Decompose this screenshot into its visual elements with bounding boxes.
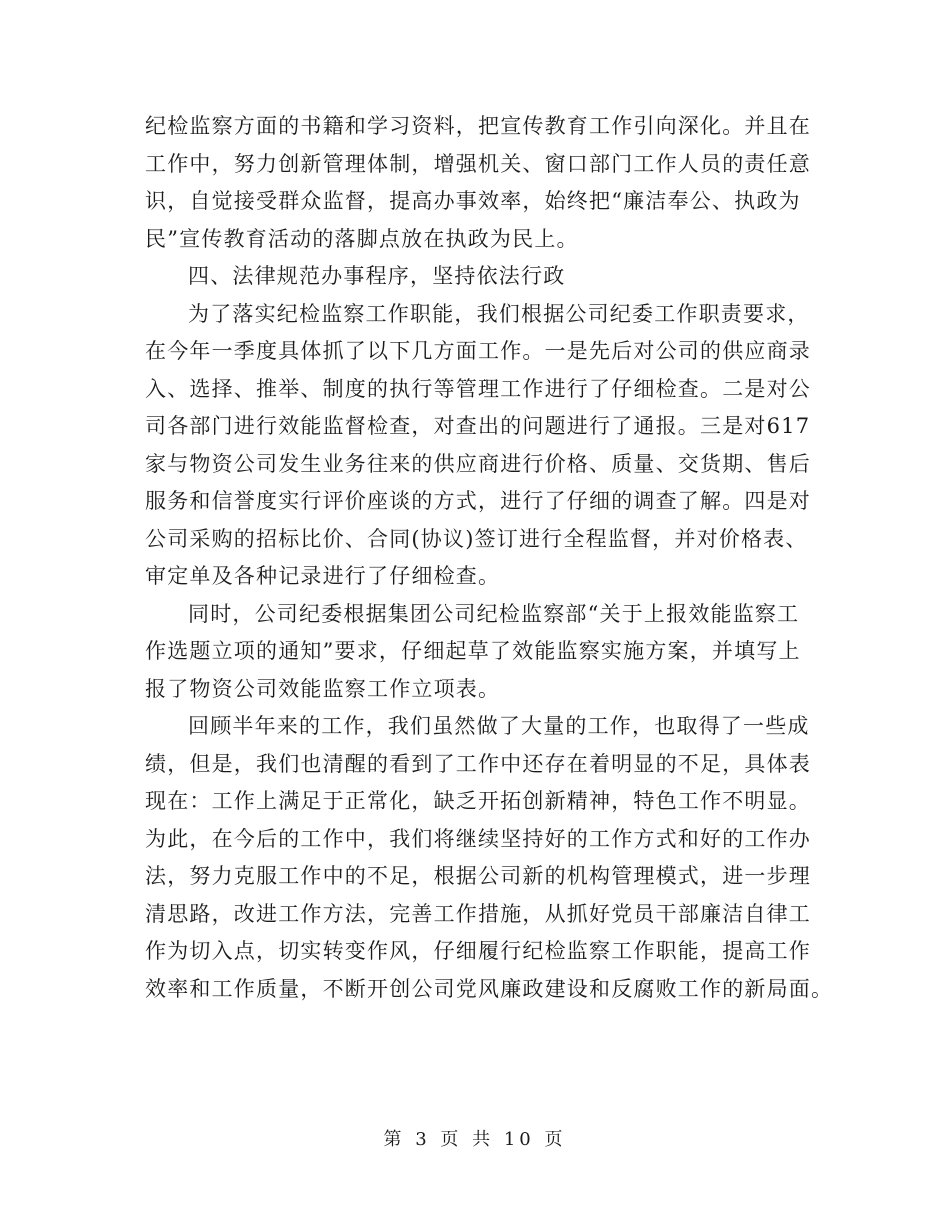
- text-line: 效率和工作质量，不断开创公司党风廉政建设和反腐败工作的新局面。: [145, 977, 834, 1001]
- text-line: 法，努力克服工作中的不足，根据公司新的机构管理模式，进一步理: [145, 864, 811, 888]
- text-line: 回顾半年来的工作，我们虽然做了大量的工作，也取得了一些成: [188, 714, 810, 738]
- text-line: 服务和信誉度实行评价座谈的方式，进行了仔细的调查了解。四是对: [145, 489, 811, 513]
- text-line: 作选题立项的通知”要求，仔细起草了效能监察实施方案，并填写上: [145, 639, 801, 663]
- page-number-footer: 第 3 页 共 10 页: [383, 1129, 567, 1150]
- text-line: 现在：工作上满足于正常化，缺乏开拓创新精神，特色工作不明显。: [145, 789, 811, 813]
- text-line: 工作中，努力创新管理体制，增强机关、窗口部门工作人员的责任意: [145, 152, 811, 176]
- section-heading: 四、法律规范办事程序，坚持依法行政: [188, 264, 566, 288]
- text-line: 入、选择、推举、制度的执行等管理工作进行了仔细检查。二是对公: [145, 377, 811, 401]
- text-line: 公司采购的招标比价、合同(协议)签订进行全程监督，并对价格表、: [145, 527, 808, 551]
- text-line: 家与物资公司发生业务往来的供应商进行价格、质量、交货期、售后: [145, 452, 811, 476]
- text-line: 司各部门进行效能监督检查，对查出的问题进行了通报。三是对617: [145, 414, 811, 438]
- text-line: 审定单及各种记录进行了仔细检查。: [145, 564, 501, 588]
- text-line: 纪检监察方面的书籍和学习资料，把宣传教育工作引向深化。并且在: [145, 114, 811, 138]
- text-line: 为了落实纪检监察工作职能，我们根据公司纪委工作职责要求，: [188, 302, 810, 326]
- text-line: 同时，公司纪委根据集团公司纪检监察部“关于上报效能监察工: [188, 602, 800, 626]
- text-line: 报了物资公司效能监察工作立项表。: [145, 677, 501, 701]
- text-line: 为此，在今后的工作中，我们将继续坚持好的工作方式和好的工作办: [145, 827, 811, 851]
- text-line: 作为切入点，切实转变作风，仔细履行纪检监察工作职能，提高工作: [145, 939, 811, 963]
- text-line: 识，自觉接受群众监督，提高办事效率，始终把“廉洁奉公、执政为: [145, 189, 801, 213]
- text-line: 绩，但是，我们也清醒的看到了工作中还存在着明显的不足，具体表: [145, 752, 811, 776]
- text-line: 民”宣传教育活动的落脚点放在执政为民上。: [145, 227, 579, 251]
- text-line: 清思路，改进工作方法，完善工作措施，从抓好党员干部廉洁自律工: [145, 902, 811, 926]
- text-line: 在今年一季度具体抓了以下几方面工作。一是先后对公司的供应商录: [145, 339, 811, 363]
